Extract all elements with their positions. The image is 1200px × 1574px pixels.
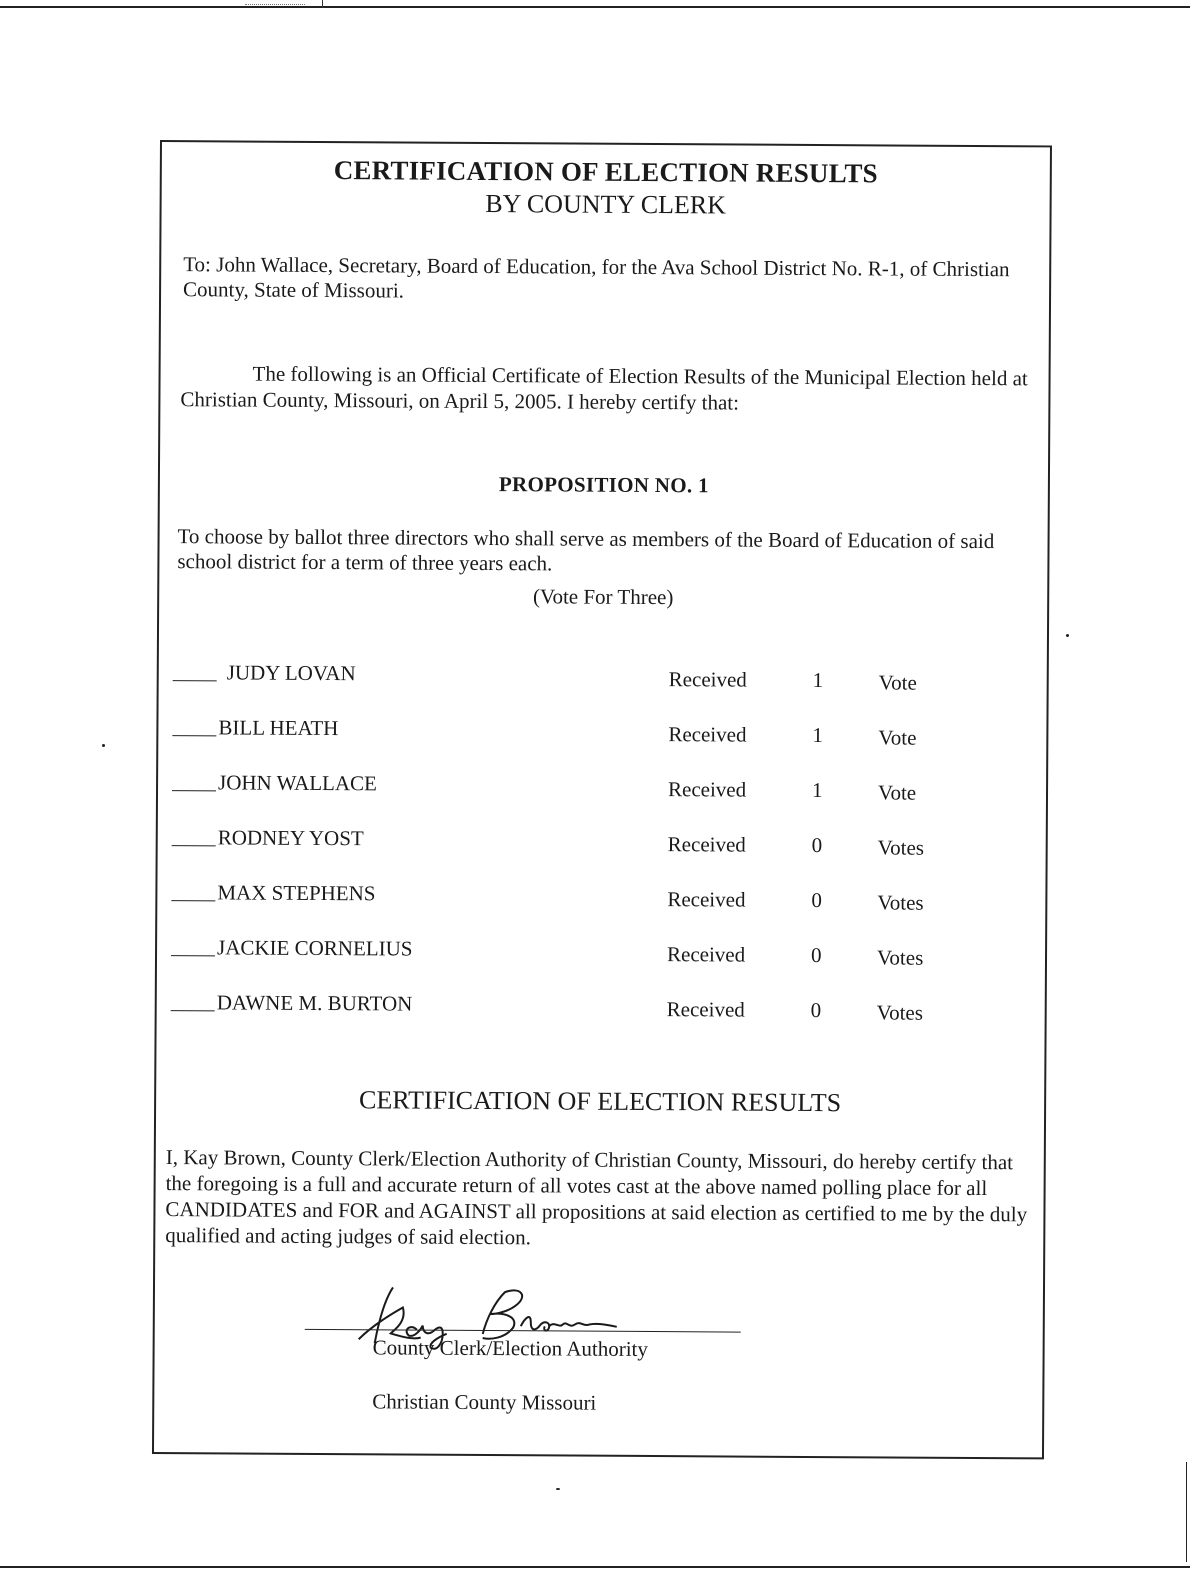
vote-count: 1 [811,777,823,803]
vote-unit: Votes [876,1000,924,1025]
candidate-name: MAX STEPHENS [217,880,376,906]
vote-count: 0 [810,942,822,968]
received-label: Received [668,722,747,747]
checkbox-blank [171,900,215,901]
vote-unit: Vote [878,725,917,750]
candidate-row [171,935,971,970]
received-label: Received [668,667,747,692]
received-label: Received [666,997,745,1022]
vote-unit: Votes [877,890,924,915]
candidate-name: DAWNE M. BURTON [216,990,413,1016]
candidate-name: BILL HEATH [218,715,339,741]
scan-speck [1066,634,1069,637]
checkbox-blank [173,680,217,681]
checkbox-blank [172,735,216,736]
signatory-title: County Clerk/Election Authority [372,1335,649,1362]
vote-unit: Votes [876,945,924,970]
scan-artifact-top [245,0,305,5]
candidate-row [172,825,972,860]
scan-edge-bottom [0,1566,1190,1568]
checkbox-blank [171,1010,215,1011]
certificate-frame [152,140,1052,1459]
vote-unit: Vote [877,780,917,805]
document-title: CERTIFICATION OF ELECTION RESULTS [333,155,878,189]
received-label: Received [667,832,746,857]
vote-count: 1 [812,667,824,693]
signatory-county: Christian County Missouri [372,1389,597,1415]
vote-unit: Vote [878,670,917,695]
checkbox-blank [172,845,216,846]
vote-count: 0 [811,887,822,913]
vote-unit: Votes [877,835,925,860]
received-label: Received [667,777,747,802]
candidate-name: RODNEY YOST [217,825,364,851]
scan-edge-tick [322,0,323,8]
document-subtitle: BY COUNTY CLERK [485,188,727,220]
scan-speck [102,744,105,747]
vote-count: 1 [812,722,823,748]
candidate-name: JUDY LOVAN [226,660,356,686]
candidate-row [171,990,971,1025]
proposition-description: To choose by ballot three directors who shall serve as members of the Board of Education of said school district for a term of three years each. [177,524,995,576]
candidate-row [171,880,971,915]
intro-paragraph: The following is an Official Certificate of Election Results of the Municipal Election held at Christian County, Missouri, on April 5, 2005. I hereby certify that: [180,361,1028,415]
vote-count: 0 [810,997,822,1023]
candidate-row [173,660,973,695]
scan-speck [556,1488,560,1490]
checkbox-blank [171,955,215,956]
vote-count: 0 [811,832,823,858]
certification-heading: CERTIFICATION OF ELECTION RESULTS [358,1085,842,1118]
checkbox-blank [172,790,216,791]
vote-instruction: (Vote For Three) [532,584,674,610]
candidate-name: JOHN WALLACE [218,770,378,796]
candidate-row [172,770,972,805]
scan-edge-top [0,6,1190,8]
addressee-paragraph: To: John Wallace, Secretary, Board of Education, for the Ava School District No. R-1, of Christian County, State of Missouri. [183,252,1010,303]
proposition-heading: PROPOSITION NO. 1 [498,472,709,498]
certification-statement: I, Kay Brown, County Clerk/Election Authority of Christian County, Missouri, do hereby certify that the foregoing is a full and accurate return of all votes cast at the above named polling place for all CANDIDATES and FOR and AGAINST all propositions at said election as certified to me by the duly qualified and acting judges of said election. [165,1145,1028,1250]
candidate-row [172,715,972,750]
received-label: Received [666,942,746,967]
received-label: Received [667,887,746,912]
scan-edge-right [1186,1462,1187,1562]
candidate-name: JACKIE CORNELIUS [216,935,413,961]
